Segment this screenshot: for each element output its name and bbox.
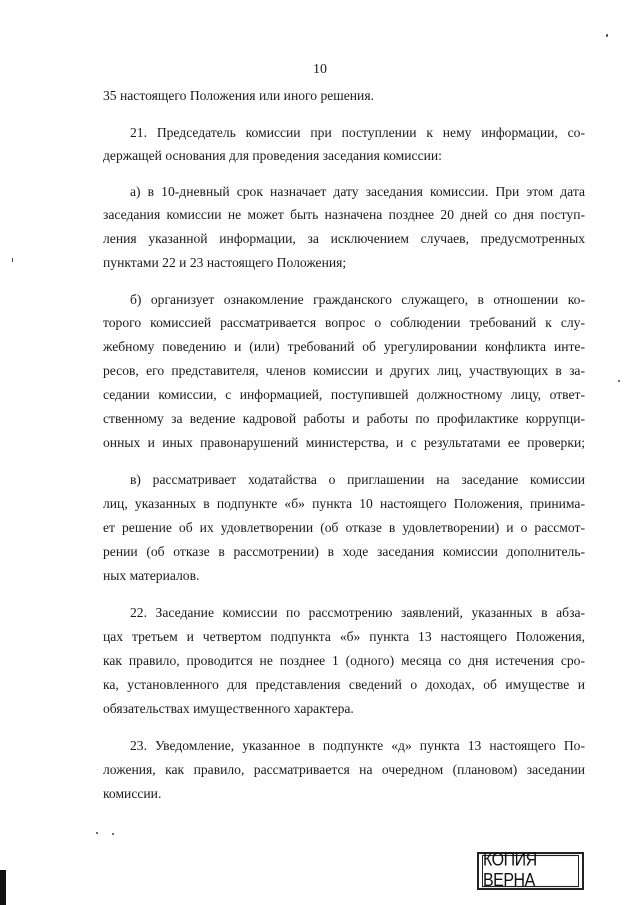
text-line: ложения, как правило, рассматривается на очередном (плановом) заседании [103,762,585,777]
text-line: 35 настоящего Положения или иного решения. [103,88,374,103]
text-line: ет решение об их удовлетворении (об отказе в удовлетворении) и о рассмот- [103,520,585,535]
scan-edge-mark [0,870,6,905]
text-line: в) рассматривает ходатайства о приглашении на заседание комиссии [130,472,585,487]
text-line: заседания комиссии не может быть назначена позднее 20 дней со дня поступ- [103,207,585,222]
text-line: 21. Председатель комиссии при поступлении к нему информации, со- [130,125,585,140]
text-line: 23. Уведомление, указанное в подпункте «д» пункта 13 настоящего По- [130,738,585,753]
text-line: ресов, его представителя, членов комиссии и других лиц, участвующих в за- [103,363,585,378]
page-number: 10 [313,62,327,77]
scan-speck [618,380,620,382]
text-line: торого комиссией рассматривается вопрос о соблюдении требований к слу- [103,315,585,330]
stamp-label: КОПИЯ ВЕРНА [482,855,579,887]
text-line: как правило, проводится не позднее 1 (одного) месяца со дня истечения сро- [103,653,585,668]
scan-speck [112,833,114,835]
text-line: б) организует ознакомление гражданского служащего, в отношении ко- [130,292,585,307]
scan-speck [606,34,608,37]
text-line: а) в 10-дневный срок назначает дату заседания комиссии. При этом дата [130,184,585,199]
text-line: держащей основания для проведения заседания комиссии: [103,148,442,163]
scan-speck [12,258,13,262]
text-line: 22. Заседание комиссии по рассмотрению заявлений, указанных в абза- [130,605,585,620]
text-line: онных и иных правонарушений министерства, и с результатами ее проверки; [103,435,585,450]
text-line: ных материалов. [103,568,200,583]
text-line: лиц, указанных в подпункте «б» пункта 10 настоящего Положения, принима- [103,496,585,511]
certified-copy-stamp [477,852,584,890]
text-line: седании комиссии, с информацией, поступившей должностному лицу, ответ- [103,387,585,402]
text-line: рении (об отказе в рассмотрении) в ходе заседания комиссии дополнитель- [103,544,585,559]
text-line: ка, установленного для представления сведений о доходах, об имуществе и [103,677,585,692]
scan-speck [96,832,98,834]
text-line: обязательствах имущественного характера. [103,701,354,716]
text-line: пунктами 22 и 23 настоящего Положения; [103,255,347,270]
text-line: цах третьем и четвертом подпункта «б» пункта 13 настоящего Положения, [103,629,585,644]
text-line: ственному за ведение кадровой работы и работы по профилактике коррупци- [103,411,585,426]
text-line: жебному поведению и (или) требований об урегулировании конфликта инте- [103,339,585,354]
text-line: ления указанной информации, за исключением случаев, предусмотренных [103,231,585,246]
text-line: комиссии. [103,786,162,801]
